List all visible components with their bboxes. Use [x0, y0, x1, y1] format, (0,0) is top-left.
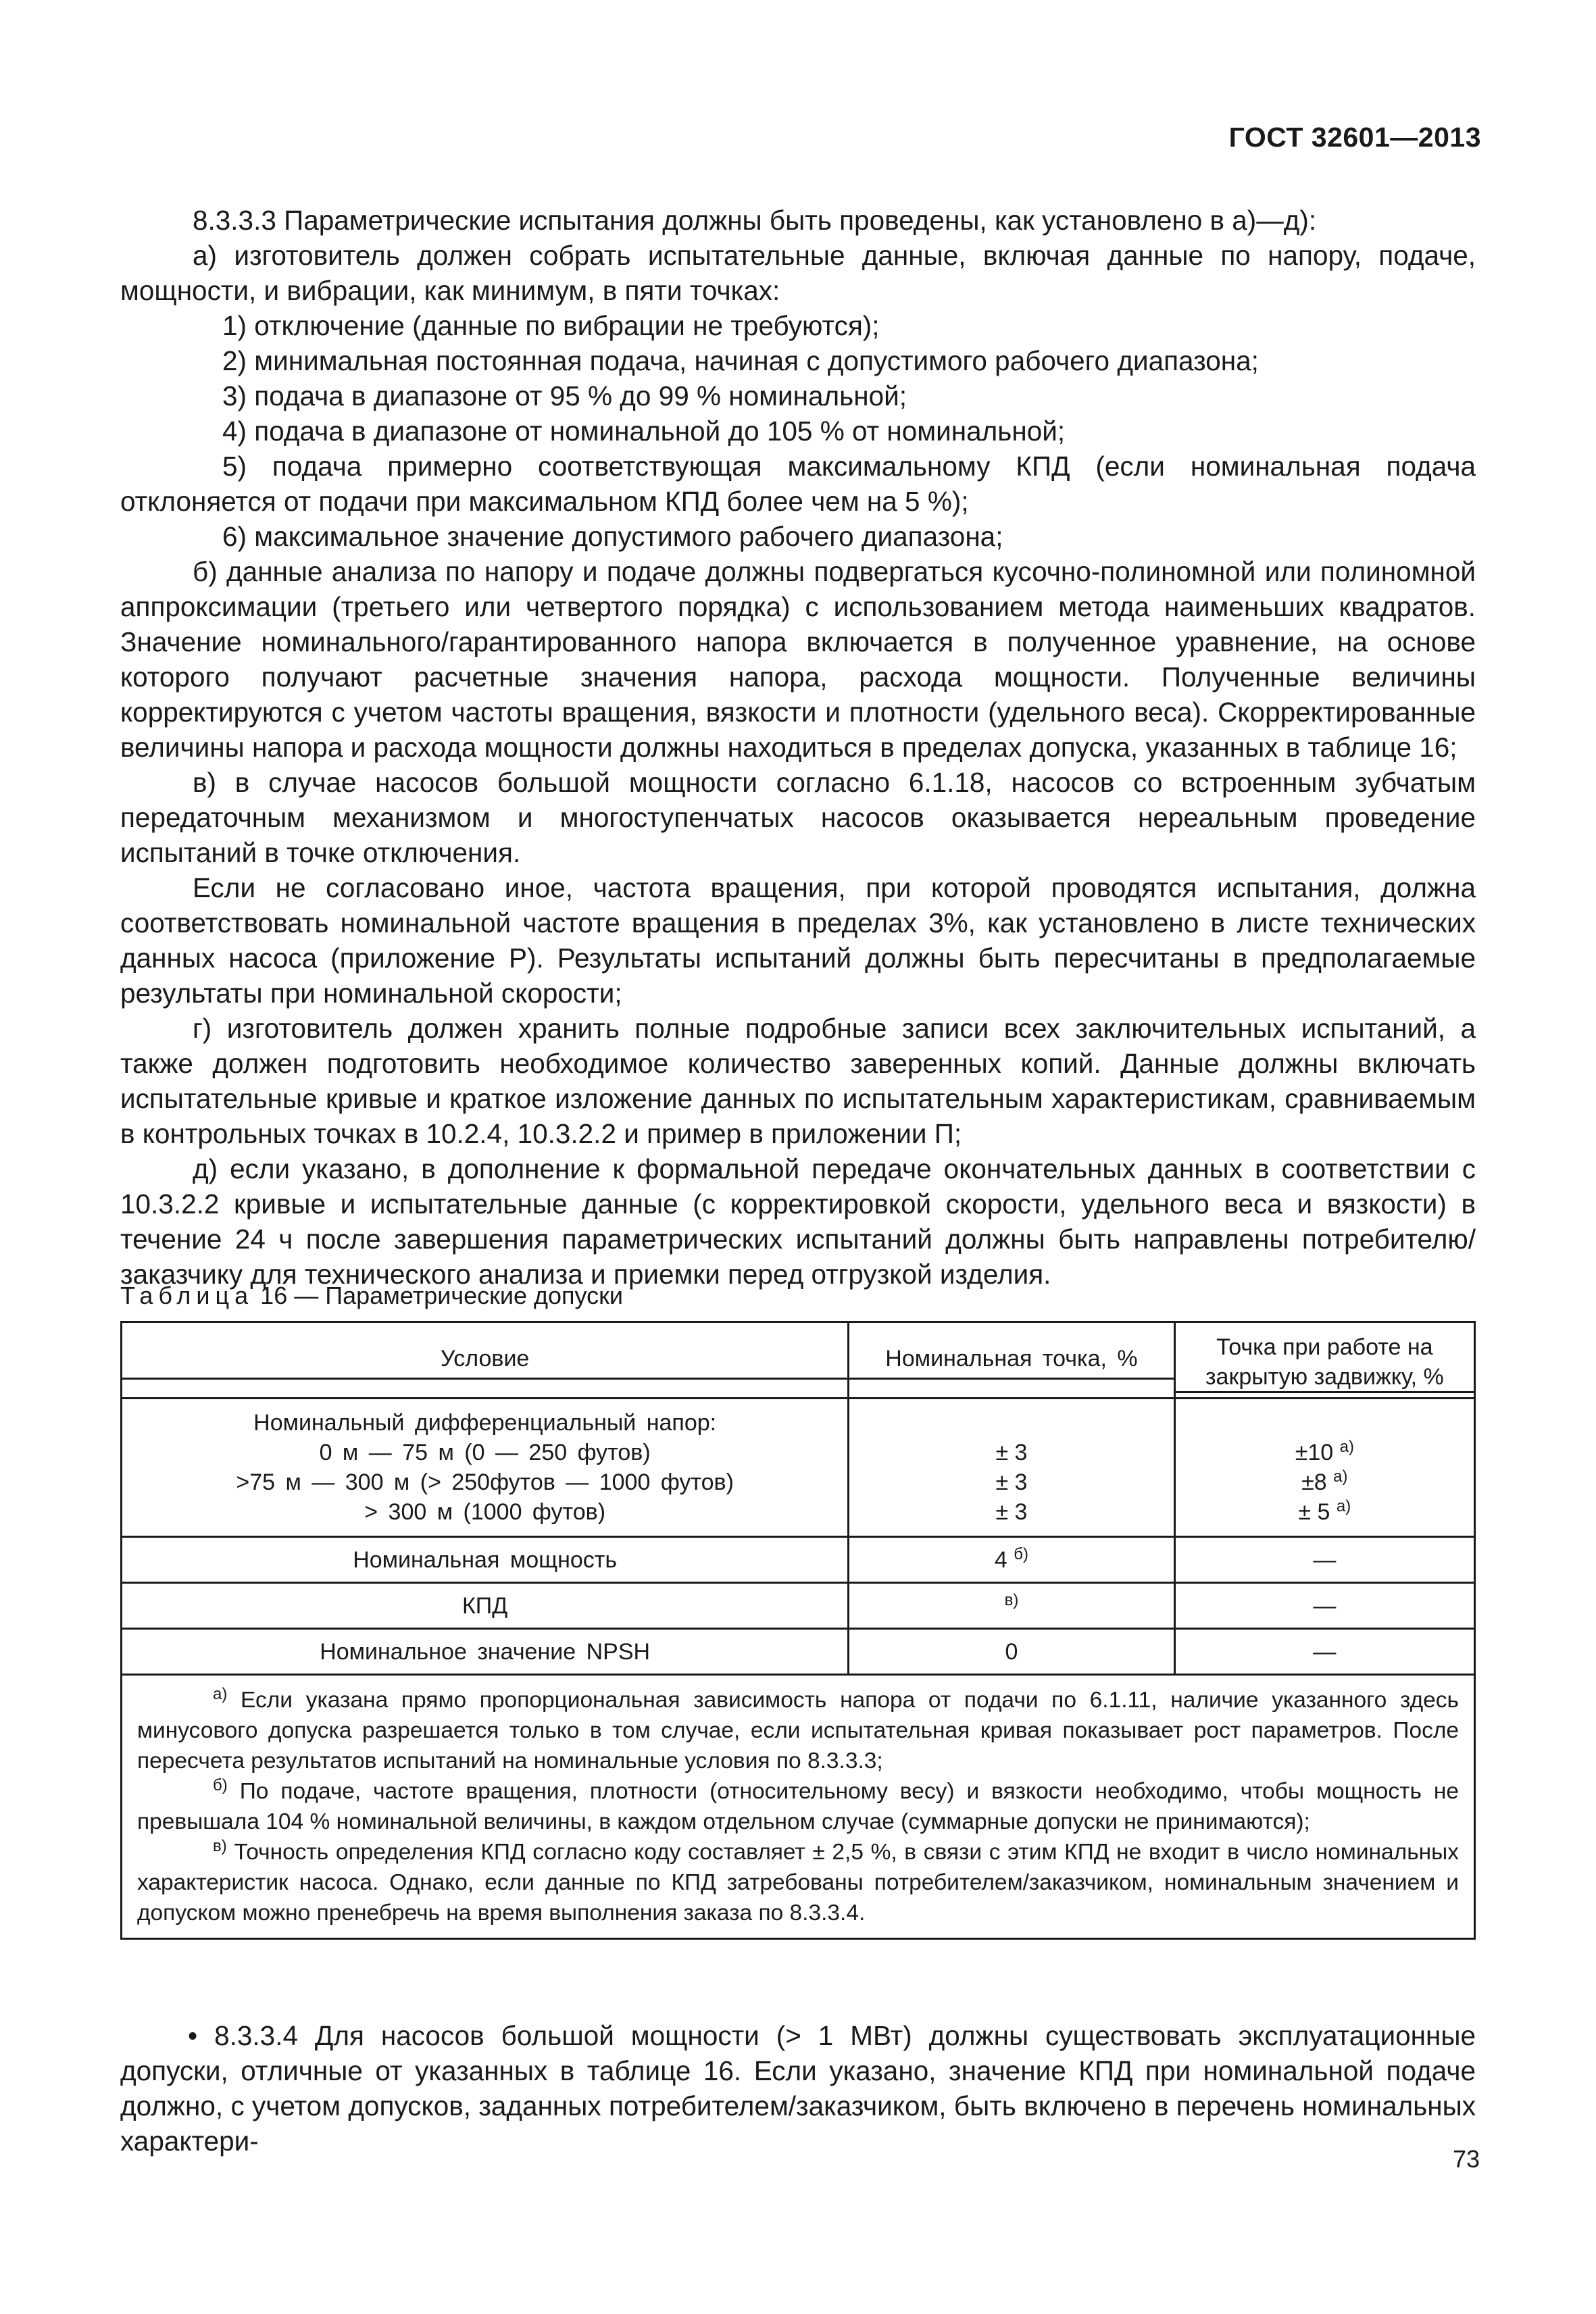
cell-kpd-label: КПД — [122, 1583, 849, 1629]
header-closed-valve — [1174, 1322, 1474, 1399]
table-caption-word: Таблица — [120, 1282, 254, 1309]
list-item: 2) минимальная постоянная подача, начиная с допустимого рабочего диапазона; — [222, 345, 1259, 376]
cell-head-closed — [1174, 1399, 1474, 1537]
header-closed-line-2: закрытую задвижку, % — [1205, 1364, 1444, 1390]
power-nominal-value: 4 — [994, 1546, 1007, 1573]
cell-npsh-label: Номинальное значение NPSH — [122, 1629, 849, 1675]
head-nominal-value: ± 3 — [995, 1440, 1028, 1465]
body-text — [120, 203, 1476, 1292]
footnote-mark: б) — [1014, 1544, 1029, 1563]
list-item: 1) отключение (данные по вибрации не требуются); — [222, 310, 880, 341]
head-label: Номинальный дифференциальный напор: — [253, 1410, 717, 1436]
header-nominal-point — [849, 1322, 1174, 1399]
footnote-mark: в) — [213, 1837, 227, 1855]
footnote-mark: в) — [1004, 1590, 1019, 1609]
cell-head-nominal — [849, 1399, 1174, 1537]
cell-head-condition — [122, 1399, 849, 1537]
table-caption — [120, 1279, 623, 1313]
cell-kpd-nominal — [849, 1583, 1174, 1629]
table-row — [122, 1399, 1475, 1537]
paragraph-b: б) данные анализа по напору и подаче должны подвергаться кусочно-полиномной или полиномной аппроксимации (третьего или четвертого порядка) с использованием метода наименьших квадратов. Значение номинального/гарантированного напора включается в полученное уравнение, на основе которого получают расчетные значения напора, расхода мощности. Полученные величины корректируются с учетом частоты вращения, вязкости и плотности (удельного веса). Скорректированные величины напора и расхода мощности должны находиться в пределах допуска, указанных в таблице 16; — [120, 556, 1476, 763]
footnote-b — [137, 1776, 1459, 1837]
cell-npsh-nominal: 0 — [849, 1629, 1174, 1675]
paragraph-v-continued: Если не согласовано иное, частота вращения, при которой проводятся испытания, должна соответствовать номинальной частоте вращения в пределах 3%, как установлено в листе технических данных насоса (приложение Р). Результаты испытаний должны быть пересчитаны в предполагаемые результаты при номинальной скорости; — [120, 872, 1476, 1009]
footnote-mark: а) — [213, 1685, 228, 1703]
paragraph-8-3-3-4: • 8.3.3.4 Для насосов большой мощности (> 1 МВт) должны существовать эксплуатационные допуски, отличные от указанных в таблице 16. Если указано, значение КПД при номинальной подаче должно, с учетом допусков, заданных потребителем/заказчиком, быть включено в перечень номинальных характери- — [120, 2020, 1476, 2157]
paragraph-v: в) в случае насосов большой мощности согласно 6.1.18, насосов со встроенным зубчатым передаточным механизмом и многоступенчатых насосов оказывается нереальным проведение испытаний в точке отключения. — [120, 767, 1476, 868]
header-closed-line-1: Точка при работе на — [1216, 1334, 1433, 1360]
footnote-mark: а) — [1339, 1438, 1354, 1456]
head-closed-value: ±10 — [1295, 1440, 1334, 1465]
footnote-mark: а) — [1336, 1497, 1351, 1515]
footnote-mark: а) — [1333, 1467, 1348, 1486]
table-notes — [122, 1675, 1475, 1939]
table-row — [122, 1583, 1475, 1629]
list-item-5: 5) подача примерно соответствующая максимальному КПД (если номинальная подача отклоняется от подачи при максимальном КПД более чем на 5 %); — [120, 451, 1476, 517]
table-header-row — [122, 1322, 1475, 1399]
body-text-after-table — [120, 2018, 1476, 2159]
footnote-a — [137, 1685, 1459, 1776]
table-notes-row — [122, 1675, 1475, 1939]
cell-kpd-closed: — — [1174, 1583, 1474, 1629]
cell-power-closed: — — [1174, 1537, 1474, 1583]
footnote-text: По подаче, частоте вращения, плотности (относительному весу) и вязкости необходимо, чтобы мощность не превышала 104 % номинальной величины, в каждом отдельном случае (суммарные допуски не принимаются); — [137, 1779, 1459, 1834]
cell-power-label: Номинальная мощность — [122, 1537, 849, 1583]
paragraph-8-3-3-3: 8.3.3.3 Параметрические испытания должны быть проведены, как установлено в а)—д): — [193, 205, 1317, 236]
head-range: 0 м — 75 м (0 — 250 футов) — [319, 1440, 651, 1465]
paragraph-d: д) если указано, в дополнение к формальной передаче окончательных данных в соответствии с 10.3.2.2 кривые и испытательные данные (с корректировкой скорости, удельного веса и вязкости) в течение 24 ч после завершения параметрических испытаний должны быть направлены потребителю/заказчику для технического анализа и приемки перед отгрузкой изделия. — [120, 1153, 1476, 1290]
table-caption-title: 16 — Параметрические допуски — [260, 1282, 623, 1309]
table-row — [122, 1537, 1475, 1583]
header-condition — [122, 1322, 849, 1399]
footnote-text: Точность определения КПД согласно коду составляет ± 2,5 %, в связи с этим КПД не входит в число номинальных характеристик насоса. Однако, если данные по КПД затребованы потребителем/заказчиком, номинальным значением и допуском можно пренебречь на время выполнения заказа по 8.3.3.4. — [137, 1840, 1459, 1926]
header-nominal-label: Номинальная точка, % — [885, 1346, 1138, 1372]
list-item-6: 6) максимальное значение допустимого рабочего диапазона; — [222, 521, 1003, 552]
table-row — [122, 1629, 1475, 1675]
head-range: > 300 м (1000 футов) — [364, 1499, 606, 1525]
page-number: 73 — [1452, 2145, 1480, 2173]
list-item: 4) подача в диапазоне от номинальной до 105 % от номинальной; — [222, 416, 1066, 447]
paragraph-g: г) изготовитель должен хранить полные подробные записи всех заключительных испытаний, а также должен подготовить необходимое количество заверенных копий. Данные должны включать испытательные кривые и краткое изложение данных по испытательным характеристикам, сравниваемым в контрольных точках в 10.2.4, 10.3.2.2 и пример в приложении П; — [120, 1013, 1476, 1149]
footnote-v — [137, 1837, 1459, 1928]
footnote-text: Если указана прямо пропорциональная зависимость напора от подачи по 6.1.11, наличие указанного здесь минусового допуска разрешается только в том случае, если испытательная кривая показывает рост параметров. После пересчета результатов испытаний на номинальные условия по 8.3.3.3; — [137, 1688, 1459, 1774]
head-nominal-value: ± 3 — [995, 1499, 1028, 1525]
head-range: >75 м — 300 м (> 250футов — 1000 футов) — [236, 1469, 734, 1495]
list-item: 3) подача в диапазоне от 95 % до 99 % номинальной; — [222, 380, 907, 411]
header-condition-label: Условие — [440, 1346, 530, 1372]
head-nominal-value: ± 3 — [995, 1469, 1028, 1495]
parametric-tolerances-table — [120, 1321, 1476, 1940]
footnote-mark: б) — [213, 1776, 228, 1794]
paragraph-a: а) изготовитель должен собрать испытательные данные, включая данные по напору, подаче, мощности, и вибрации, как минимум, в пяти точках: — [120, 240, 1476, 306]
standard-designation: ГОСТ 32601—2013 — [1228, 122, 1481, 153]
cell-power-nominal — [849, 1537, 1174, 1583]
head-closed-value: ± 5 — [1298, 1499, 1330, 1525]
cell-npsh-closed: — — [1174, 1629, 1474, 1675]
head-closed-value: ±8 — [1301, 1469, 1327, 1495]
